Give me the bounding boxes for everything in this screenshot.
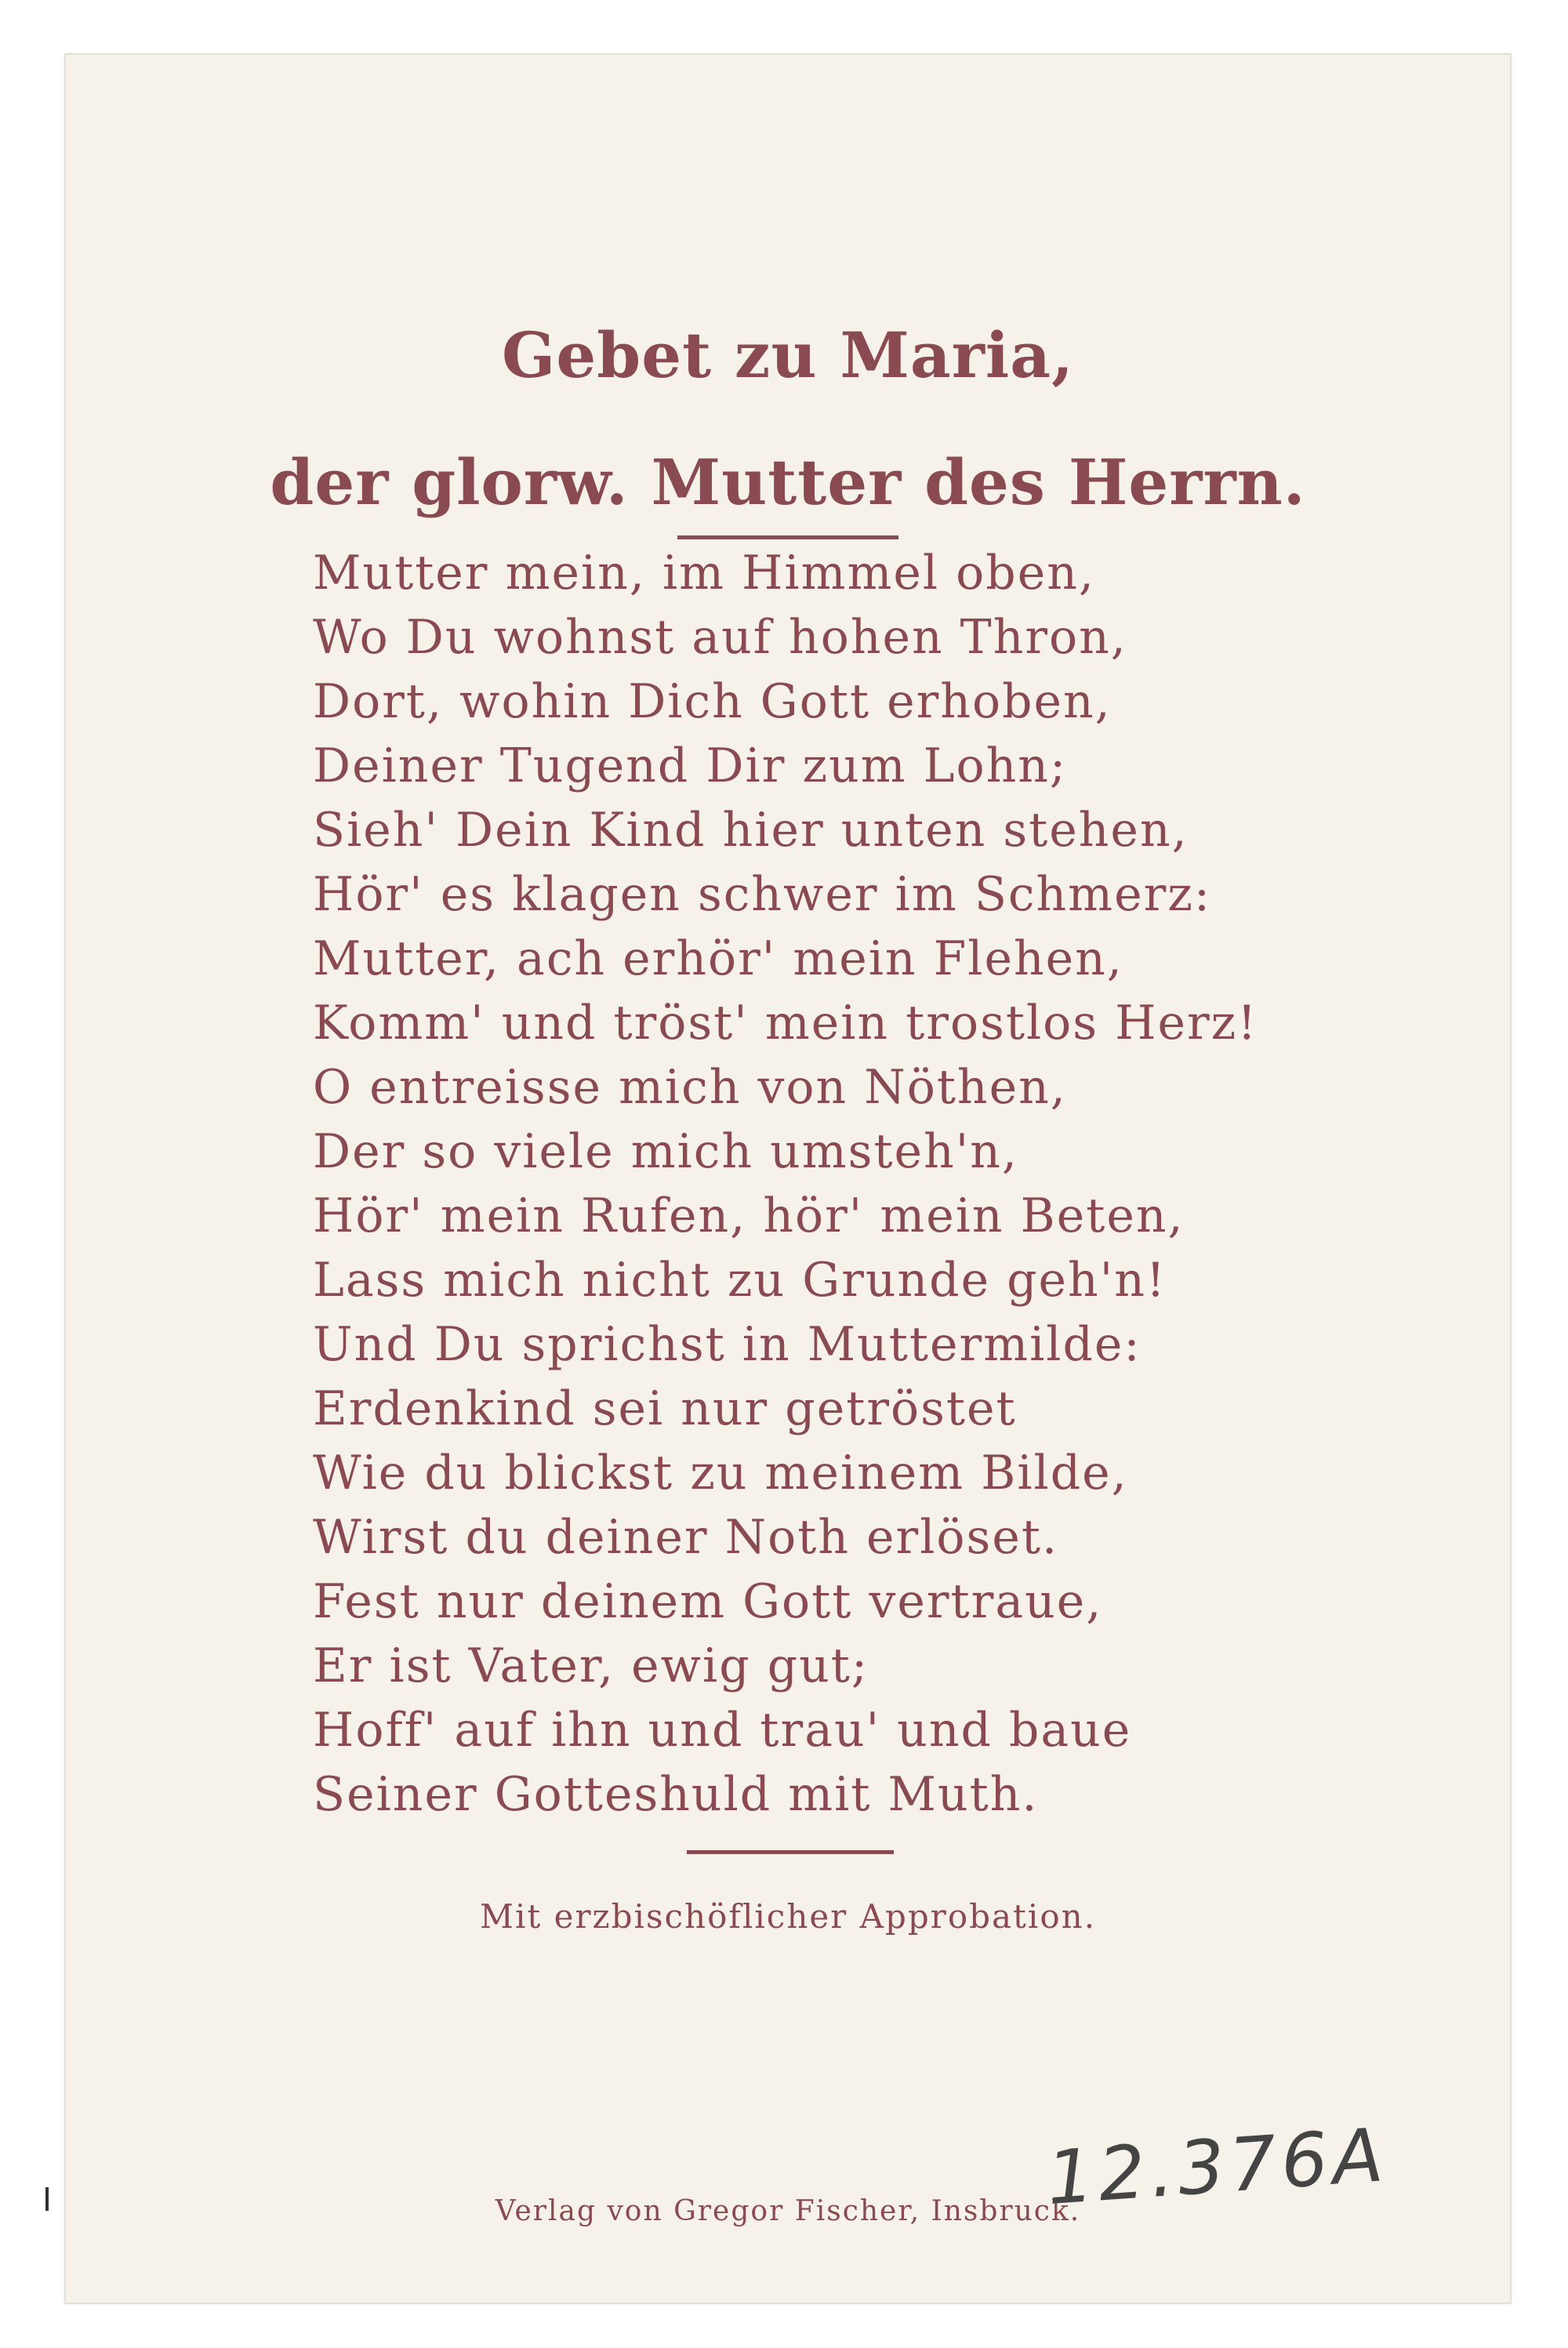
poem-line: Mutter, ach erhör' mein Flehen, [313,931,1123,986]
poem-line: Hoff' auf ihn und trau' und baue [313,1703,1132,1758]
poem-line: Hör' mein Rufen, hör' mein Beten, [313,1189,1185,1243]
poem-line: Und Du sprichst in Muttermilde: [313,1317,1142,1372]
poem-line: Mutter mein, im Himmel oben, [313,546,1095,601]
poem-line: Deiner Tugend Dir zum Lohn; [313,739,1068,793]
poem-line: Lass mich nicht zu Grunde geh'n! [313,1253,1167,1308]
poem-line: Erdenkind sei nur getröstet [313,1381,1017,1436]
poem-line: Er ist Vater, ewig gut; [313,1639,869,1693]
title-line-1: Gebet zu Maria, [502,318,1074,392]
poem-line: Fest nur deinem Gott vertraue, [313,1574,1103,1629]
poem-line: Komm' und tröst' mein trostlos Herz! [313,996,1258,1051]
poem-line: Dort, wohin Dich Gott erhoben, [313,674,1112,729]
title-line-2: der glorw. Mutter des Herrn. [270,445,1306,519]
poem-line: Wo Du wohnst auf hohen Thron, [313,610,1127,665]
poem-line: Sieh' Dein Kind hier unten stehen, [313,803,1189,858]
divider-top [677,535,898,539]
scan-edge-mark [45,2187,49,2211]
poem [313,541,1426,1827]
publisher-imprint: Verlag von Gregor Fischer, Insbruck. [495,2195,1081,2227]
divider-bottom [687,1850,894,1854]
poem-line: Seiner Gotteshuld mit Muth. [313,1767,1039,1822]
poem-line: O entreisse mich von Nöthen, [313,1060,1067,1115]
prayer-card [64,53,1512,2304]
poem-line: Hör' es klagen schwer im Schmerz: [313,867,1212,922]
inventory-number: 12.376A [1044,2112,1391,2223]
approbation-note: Mit erzbischöflicher Approbation. [479,1897,1097,1936]
poem-line: Der so viele mich umsteh'n, [313,1124,1018,1179]
poem-line: Wirst du deiner Noth erlöset. [313,1510,1059,1565]
poem-line: Wie du blickst zu meinem Bilde, [313,1446,1128,1501]
